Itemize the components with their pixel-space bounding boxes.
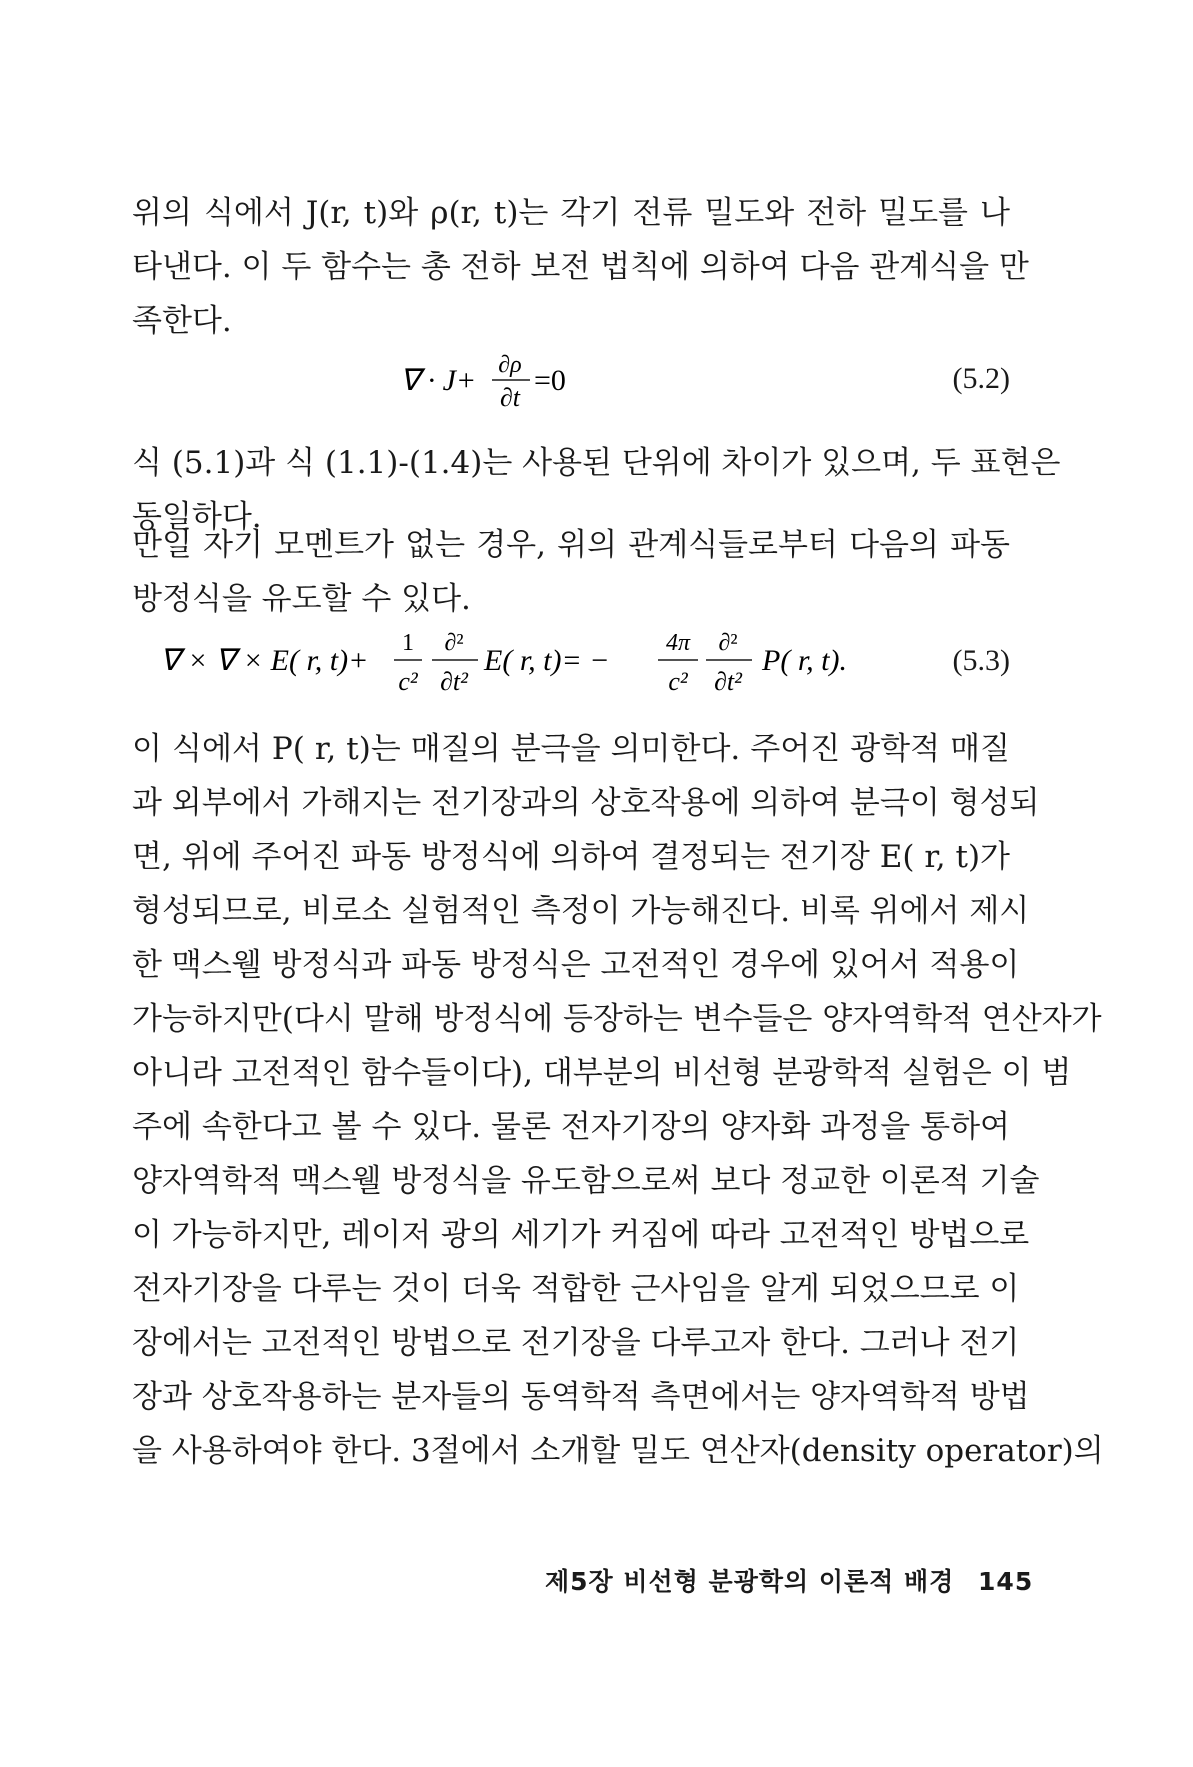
eq52-denominator: ∂t [499, 383, 521, 412]
text-line: 타낸다. 이 두 함수는 총 전하 보전 법칙에 의하여 다음 관계식을 만 [132, 249, 1029, 285]
eq53-part3: P( r, t). [762, 644, 847, 677]
paragraph-3 [132, 518, 1010, 626]
text-line: 이 가능하지만, 레이저 광의 세기가 커짐에 따라 고전적인 방법으로 [132, 1217, 1030, 1253]
text-line: 아니라 고전적인 함수들이다), 대부분의 비선형 분광학적 실험은 이 범 [132, 1055, 1072, 1091]
eq53-frac1-num: 1 [402, 630, 414, 656]
text-line: 가능하지만(다시 말해 방정식에 등장하는 변수들은 양자역학적 연산자가 [132, 1001, 1102, 1037]
paragraph-1 [132, 186, 1029, 348]
text-line: 위의 식에서 J(r, t)와 ρ(r, t)는 각기 전류 밀도와 전하 밀도를 나 [132, 195, 1010, 231]
text-line: 동일하다. [132, 499, 262, 535]
eq53-frac3-den: c² [668, 667, 688, 696]
eq53-part1: ∇ × ∇ × E( r, t)+ [160, 644, 369, 677]
text-line: 장과 상호작용하는 분자들의 동역학적 측면에서는 양자역학적 방법 [132, 1379, 1030, 1415]
equation-5-3-graphic [132, 620, 1010, 710]
paragraph-4 [132, 722, 1104, 1478]
eq52-rhs: =0 [534, 364, 566, 397]
eq53-frac3-num: 4π [665, 630, 691, 656]
page-number: 145 [978, 1567, 1034, 1596]
text-line: 방정식을 유도할 수 있다. [132, 581, 471, 617]
text-line: 장에서는 고전적인 방법으로 전기장을 다루고자 한다. 그러나 전기 [132, 1325, 1020, 1361]
text-line: 을 사용하여야 한다. 3절에서 소개할 밀도 연산자(density operator)의 [132, 1433, 1104, 1469]
text-line: 과 외부에서 가해지는 전기장과의 상호작용에 의하여 분극이 형성되 [132, 785, 1040, 821]
equation-number: (5.3) [952, 644, 1010, 677]
eq53-frac4-num: ∂² [718, 630, 738, 656]
text-line: 만일 자기 모멘트가 없는 경우, 위의 관계식들로부터 다음의 파동 [132, 527, 1010, 563]
eq52-numerator: ∂ρ [498, 352, 522, 378]
text-line: 면, 위에 주어진 파동 방정식에 의하여 결정되는 전기장 E( r, t)가 [132, 839, 1010, 875]
equation-number: (5.2) [952, 362, 1010, 395]
eq53-frac4-den: ∂t² [714, 667, 742, 696]
text-line: 주에 속한다고 볼 수 있다. 물론 전자기장의 양자화 과정을 통하여 [132, 1109, 1010, 1145]
text-line: 이 식에서 P( r, t)는 매질의 분극을 의미한다. 주어진 광학적 매질 [132, 731, 1010, 767]
equation-5-2-graphic [132, 340, 1010, 420]
equation-5-3 [132, 620, 1010, 710]
text-line: 형성되므로, 비로소 실험적인 측정이 가능해진다. 비록 위에서 제시 [132, 893, 1030, 929]
eq53-frac1-den: c² [398, 667, 418, 696]
text-line: 양자역학적 맥스웰 방정식을 유도함으로써 보다 정교한 이론적 기술 [132, 1163, 1040, 1199]
eq53-frac2-den: ∂t² [440, 667, 468, 696]
text-line: 식 (5.1)과 식 (1.1)-(1.4)는 사용된 단위에 차이가 있으며, 두 표현은 [132, 445, 1061, 481]
text-line: 한 맥스웰 방정식과 파동 방정식은 고전적인 경우에 있어서 적용이 [132, 947, 1020, 983]
text-line: 족한다. [132, 303, 232, 339]
eq53-part2: E( r, t)= − [484, 644, 610, 677]
text-line: 전자기장을 다루는 것이 더욱 적합한 근사임을 알게 되었으므로 이 [132, 1271, 1020, 1307]
eq53-frac2-num: ∂² [444, 630, 464, 656]
page-footer [545, 1562, 1033, 1598]
eq52-lhs: ∇ · J+ [400, 364, 477, 397]
equation-5-2 [132, 340, 1010, 420]
running-header-chapter: 제5장 비선형 분광학의 이론적 배경 [545, 1567, 955, 1596]
